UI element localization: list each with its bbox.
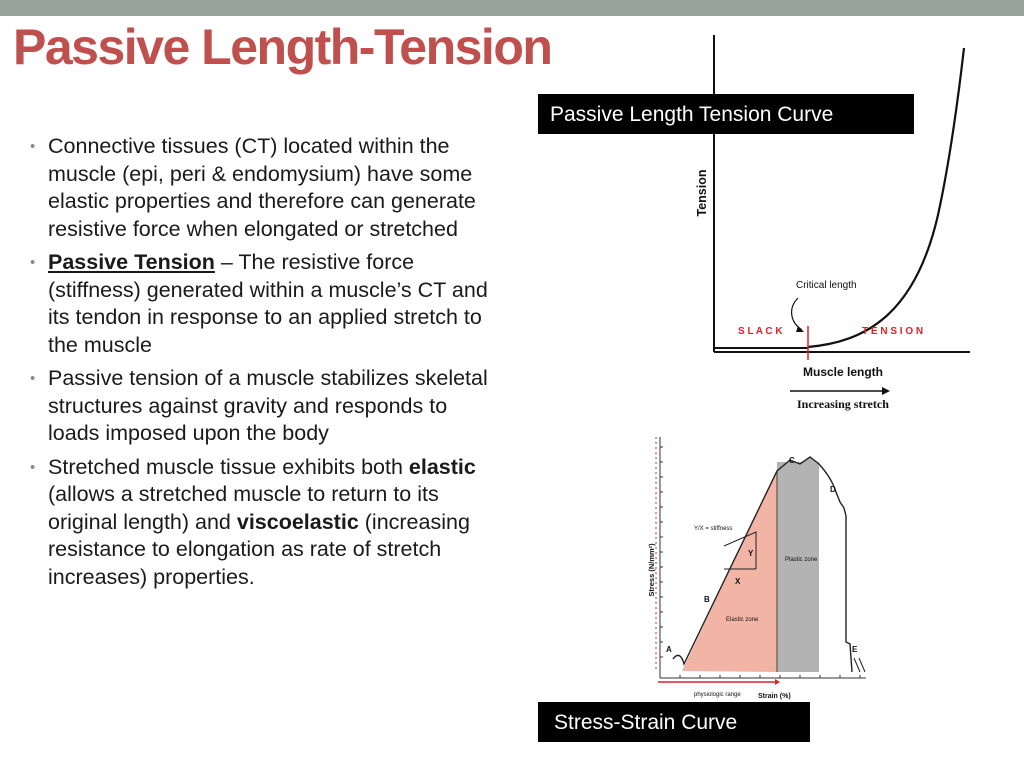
- fig1-x-label: Muscle length: [803, 365, 884, 379]
- axis-break-icon: [854, 658, 865, 672]
- physiologic-range-label: physiologic range: [694, 692, 741, 698]
- point-a-label: A: [666, 645, 672, 654]
- bullet-text: – The resistive force (stiffness) generated within a muscle’s CT and its tendon in response to an applied stretch to the muscle: [48, 250, 488, 357]
- x-letter-label: X: [735, 577, 741, 586]
- top-band: [0, 0, 1024, 16]
- point-b-label: B: [704, 595, 710, 604]
- bullet-term: elastic: [408, 454, 476, 479]
- bullet-item: [30, 454, 495, 592]
- bullet-item: [30, 365, 495, 448]
- point-e-label: E: [852, 645, 858, 654]
- fig1-y-label: Tension: [695, 169, 709, 217]
- stress-strain-caption: Stress-Strain Curve: [538, 702, 810, 742]
- passive-curve-caption: Passive Length Tension Curve: [538, 94, 914, 134]
- tension-label: T E N S I O N: [862, 326, 924, 337]
- fig2-y-label: Stress (N/mm²): [647, 543, 656, 597]
- elastic-zone-label: Elastic zone: [726, 617, 759, 623]
- critical-length-pointer: [792, 298, 802, 330]
- bullet-term: viscoelastic: [236, 509, 359, 534]
- physiologic-range-arrowhead: [775, 679, 780, 685]
- stiffness-label: Y/X = stiffness: [694, 526, 733, 532]
- point-d-label: D: [830, 485, 836, 494]
- passive-length-tension-figure: [690, 30, 990, 420]
- stress-strain-figure: [640, 432, 880, 702]
- bullet-item: [30, 249, 495, 359]
- bullet-text: Connective tissues (CT) located within the muscle (epi, peri & endomysium) have some elastic properties and therefore can generate resistive force when elongated or stretched: [48, 134, 476, 241]
- plastic-zone-top: [777, 457, 819, 672]
- tension-curve: [808, 48, 964, 347]
- bullet-term: Passive Tension: [48, 250, 215, 274]
- bullet-text: Passive tension of a muscle stabilizes skeletal structures against gravity and responds to loads imposed upon the body: [48, 366, 488, 445]
- slack-label: S L A C K: [738, 326, 783, 337]
- fig2-x-label: Strain (%): [758, 693, 791, 700]
- y-letter-label: Y: [748, 549, 754, 558]
- bullet-text: Stretched muscle tissue exhibits both: [48, 454, 409, 479]
- critical-length-label: Critical length: [796, 280, 857, 291]
- bullet-item: [30, 133, 495, 243]
- bullet-list: [30, 133, 495, 597]
- plastic-zone-label: Plastic zone: [785, 557, 818, 563]
- bullet-text: (increasing resistance to elongation as rate of stretch increases) properties.: [48, 509, 470, 589]
- slide-title: Passive Length-Tension: [13, 19, 552, 75]
- bullet-text: (allows a stretched muscle to return to its original length) and: [48, 482, 439, 534]
- increasing-stretch-label: Increasing stretch: [797, 397, 889, 411]
- increasing-stretch-arrowhead: [882, 387, 890, 395]
- critical-length-pointer-head: [796, 326, 804, 332]
- point-c-label: C: [789, 456, 795, 465]
